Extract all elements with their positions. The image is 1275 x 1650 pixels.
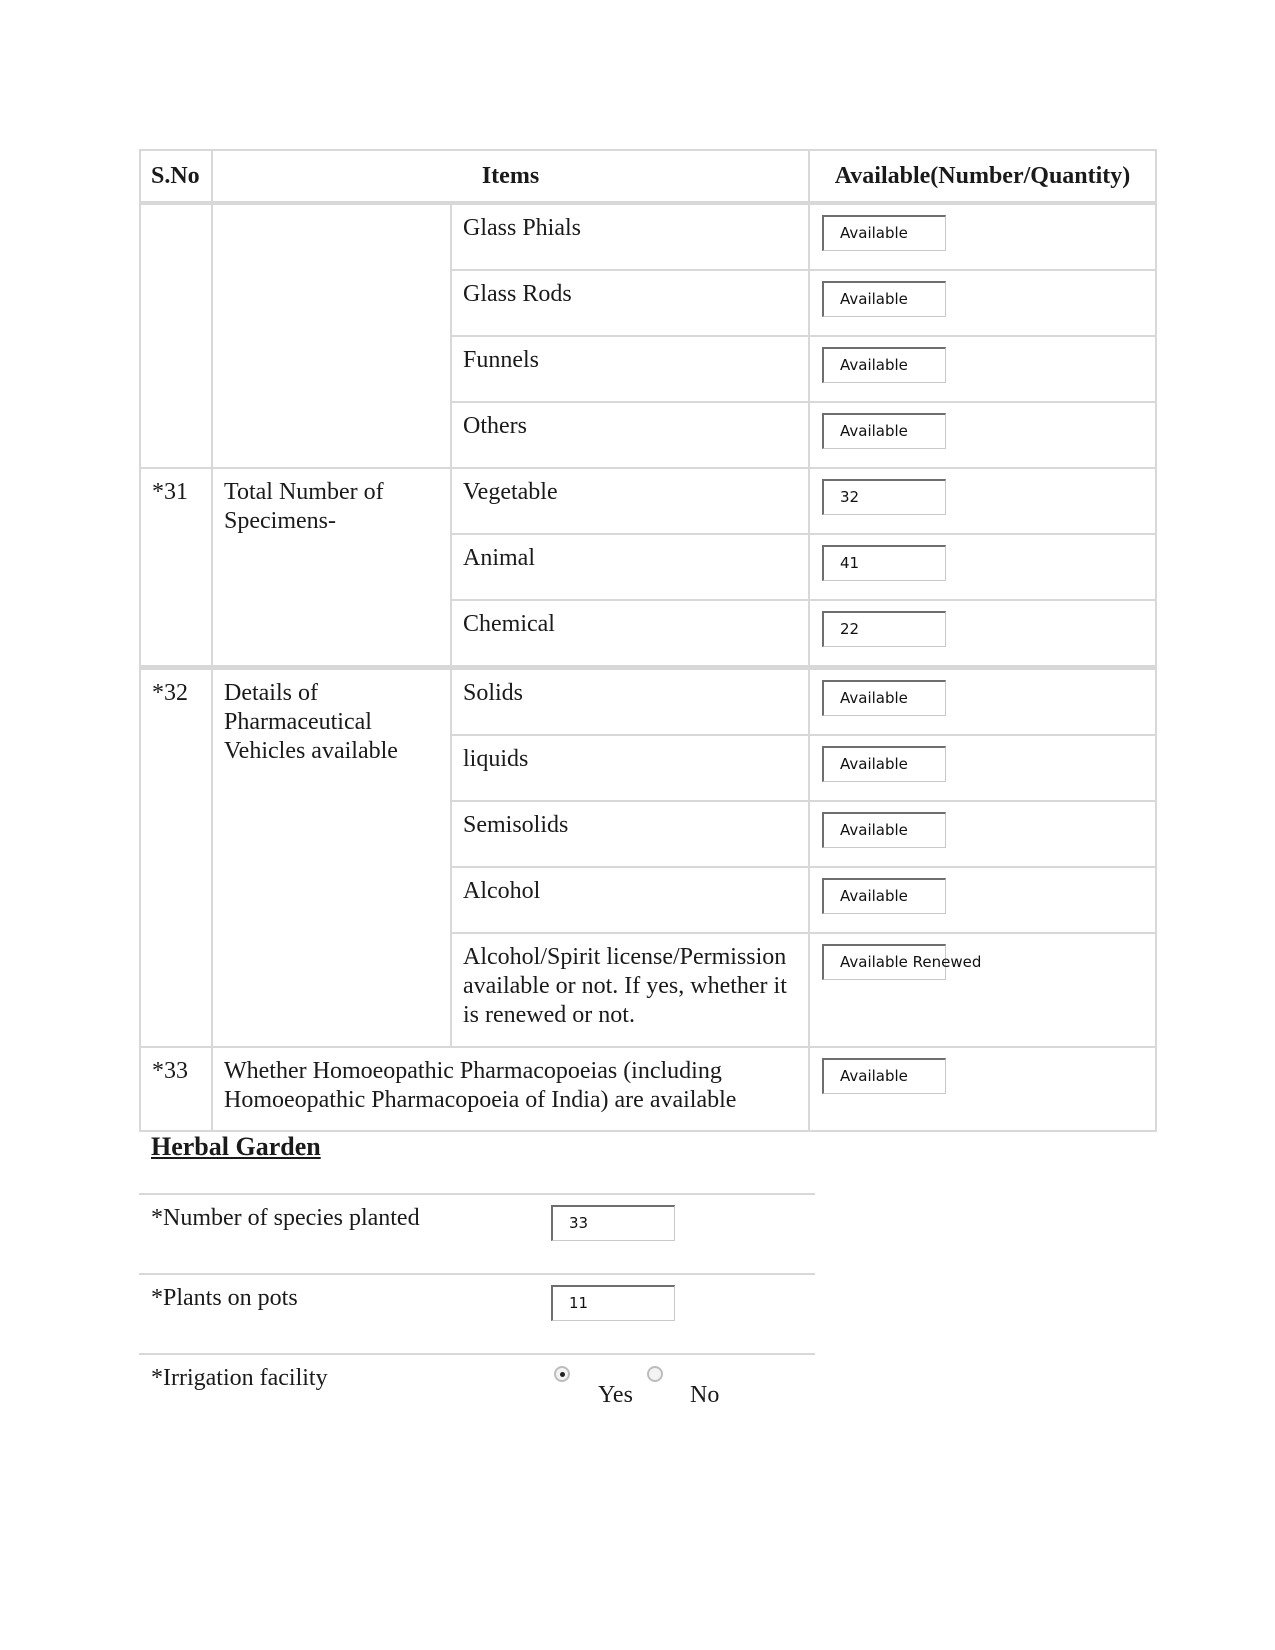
- label-pharmacopoeias: Whether Homoeopathic Pharmacopoeias (including Homoeopathic Pharmacopoeia of India) are available: [211, 1046, 808, 1130]
- table-row: [139, 1194, 815, 1274]
- item-chemical: Chemical: [450, 599, 808, 665]
- label-total-specimens: Total Number of Specimens-: [211, 467, 450, 665]
- animal-input[interactable]: 41: [822, 545, 946, 581]
- label-cell-empty: [211, 203, 450, 467]
- table-row: [139, 665, 1155, 734]
- semisolids-input[interactable]: Available: [822, 812, 946, 848]
- herbal-garden-table: [139, 1193, 815, 1433]
- item-glass-rods: Glass Rods: [450, 269, 808, 335]
- sno-33: *33: [139, 1046, 211, 1130]
- irrigation-no-label: No: [690, 1382, 720, 1408]
- item-animal: Animal: [450, 533, 808, 599]
- liquids-input[interactable]: Available: [822, 746, 946, 782]
- chemical-input[interactable]: 22: [822, 611, 946, 647]
- vegetable-input[interactable]: 32: [822, 479, 946, 515]
- table-row: [139, 1046, 1155, 1130]
- header-sno: S.No: [139, 149, 211, 203]
- item-alcohol-license: Alcohol/Spirit license/Permission available or not. If yes, whether it is renewed or not.: [450, 932, 808, 1046]
- alcohol-input[interactable]: Available: [822, 878, 946, 914]
- item-others: Others: [450, 401, 808, 467]
- equipment-table: [139, 149, 1157, 1132]
- irrigation-yes-radio[interactable]: [554, 1366, 570, 1382]
- species-planted-label: *Number of species planted: [139, 1194, 551, 1274]
- table-header-row: [139, 149, 1155, 203]
- table-row: [139, 1354, 815, 1433]
- item-solids: Solids: [450, 665, 808, 734]
- header-items: Items: [211, 149, 808, 203]
- label-pharmaceutical-vehicles: Details of Pharmaceutical Vehicles available: [211, 665, 450, 1046]
- sno-31: *31: [139, 467, 211, 665]
- funnels-input[interactable]: Available: [822, 347, 946, 383]
- table-row: [139, 1274, 815, 1354]
- sno-32: *32: [139, 665, 211, 1046]
- solids-input[interactable]: Available: [822, 680, 946, 716]
- alcohol-license-input[interactable]: Available Renewed: [822, 944, 946, 980]
- plants-on-pots-input[interactable]: 11: [551, 1285, 675, 1321]
- table-row: [139, 467, 1155, 533]
- item-semisolids: Semisolids: [450, 800, 808, 866]
- glass-phials-input[interactable]: Available: [822, 215, 946, 251]
- pharmacopoeias-input[interactable]: Available: [822, 1058, 946, 1094]
- others-input[interactable]: Available: [822, 413, 946, 449]
- sno-cell-empty: [139, 203, 211, 467]
- glass-rods-input[interactable]: Available: [822, 281, 946, 317]
- item-alcohol: Alcohol: [450, 866, 808, 932]
- species-planted-input[interactable]: 33: [551, 1205, 675, 1241]
- irrigation-facility-label: *Irrigation facility: [139, 1354, 551, 1433]
- irrigation-no-radio[interactable]: [647, 1366, 663, 1382]
- irrigation-radio-group: [551, 1365, 815, 1415]
- item-funnels: Funnels: [450, 335, 808, 401]
- item-liquids: liquids: [450, 734, 808, 800]
- plants-on-pots-label: *Plants on pots: [139, 1274, 551, 1354]
- item-vegetable: Vegetable: [450, 467, 808, 533]
- header-available: Available(Number/Quantity): [808, 149, 1155, 203]
- table-row: [139, 203, 1155, 269]
- irrigation-yes-label: Yes: [598, 1382, 633, 1408]
- item-glass-phials: Glass Phials: [450, 203, 808, 269]
- herbal-garden-title: Herbal Garden: [151, 1132, 321, 1161]
